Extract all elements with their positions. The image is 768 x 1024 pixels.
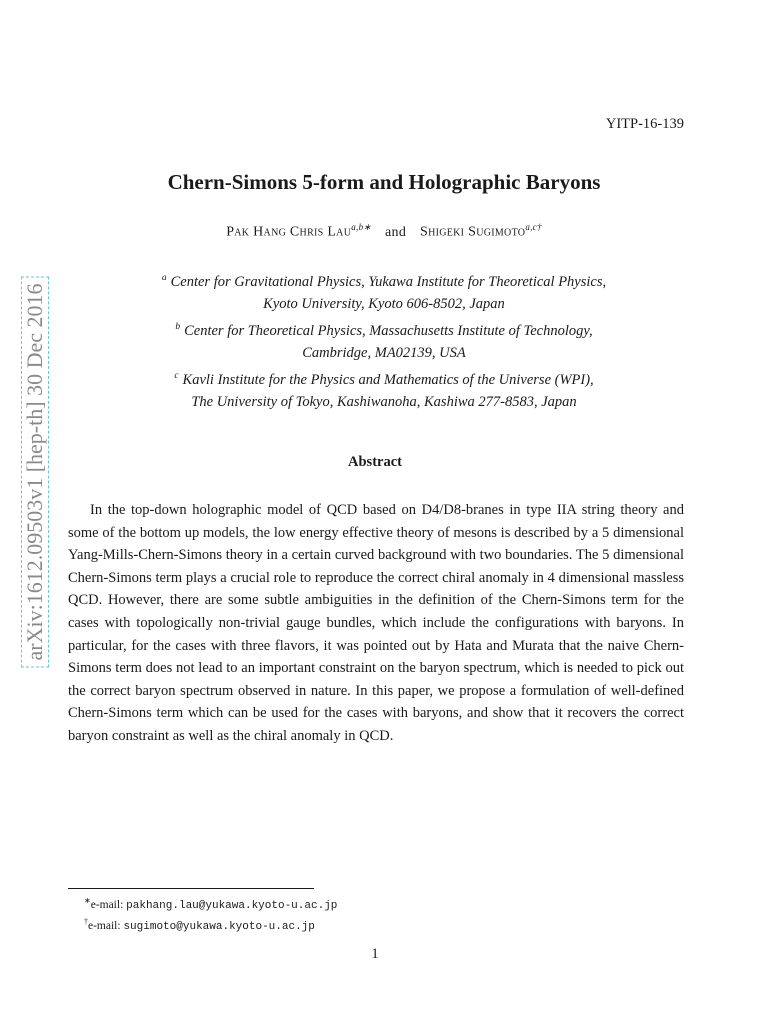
footnotes xyxy=(84,893,337,935)
author-marks: a,c† xyxy=(525,222,542,232)
footnote-email: sugimoto@yukawa.kyoto-u.ac.jp xyxy=(123,920,315,933)
abstract-body: In the top-down holographic model of QCD based on D4/D8-branes in type IIA string theory and some of the bottom up models, the low energy effective theory of mesons is described by a 5 dimensional Yang-Mills-Chern-Simons theory in a certain curved background with two boundaries. The 5 dimensional Chern-Simons term plays a crucial role to reproduce the correct chiral anomaly in 4 dimensional massless QCD. However, there are some subtle ambiguities in the definition of the Chern-Simons term for the cases with topologically non-trivial gauge bundles, which include the configurations with baryons. In particular, for the cases with three flavors, it was pointed out by Hata and Murata that the naive Chern-Simons term does not lead to an important constraint on the baryon spectrum, which is needed to pick out the correct baryon spectrum observed in nature. In this paper, we propose a formulation of well-defined Chern-Simons term which can be used for the cases with baryons, and show that it recovers the correct baryon constraint as well as the chiral anomaly in QCD. xyxy=(68,502,684,744)
affiliation-mark: b xyxy=(175,321,181,332)
abstract-heading: Abstract xyxy=(348,454,402,470)
author-separator: and xyxy=(385,224,407,240)
footnote-mark: ∗ xyxy=(84,896,91,905)
affiliation-line: Cambridge, MA02139, USA xyxy=(302,345,466,362)
affiliation-line xyxy=(0,316,768,342)
paper-title: Chern-Simons 5-form and Holographic Baryons xyxy=(167,170,601,194)
report-number: YITP-16-139 xyxy=(605,116,684,132)
affiliation-mark: a xyxy=(161,273,167,283)
affiliation-text: Center for Theoretical Physics, Massachusetts Institute of Technology, xyxy=(184,322,593,339)
affiliation-line: The University of Tokyo, Kashiwanoha, Kashiwa 277-8583, Japan xyxy=(191,393,577,410)
footnote-mark: † xyxy=(84,916,88,926)
page-number: 1 xyxy=(371,946,379,962)
footnote-label: e-mail: xyxy=(88,919,121,932)
footnote-email: pakhang.lau@yukawa.kyoto-u.ac.jp xyxy=(126,899,338,912)
author-marks: a,b∗ xyxy=(351,222,372,232)
author-list xyxy=(0,222,768,241)
affiliation-text: Kavli Institute for the Physics and Mathematics of the Universe (WPI), xyxy=(182,371,594,388)
footnote-divider xyxy=(68,888,314,889)
arxiv-stamp xyxy=(0,0,50,1024)
affiliation-text: Center for Gravitational Physics, Yukawa Institute for Theoretical Physics, xyxy=(170,273,607,290)
author-name: Pak Hang Chris Lau xyxy=(226,224,352,240)
affiliations xyxy=(0,267,768,413)
affiliation-line xyxy=(0,267,768,293)
affiliation-mark: c xyxy=(174,370,179,381)
affiliation-line xyxy=(0,365,768,391)
footnote xyxy=(84,914,337,935)
arxiv-stamp-text: arXiv:1612.09503v1 [hep-th] 30 Dec 2016 xyxy=(21,277,49,668)
footnote-label: e-mail: xyxy=(90,898,124,911)
author-name: Shigeki Sugimoto xyxy=(419,224,526,240)
footnote xyxy=(84,893,337,914)
affiliation-line: Kyoto University, Kyoto 606-8502, Japan xyxy=(263,296,505,313)
